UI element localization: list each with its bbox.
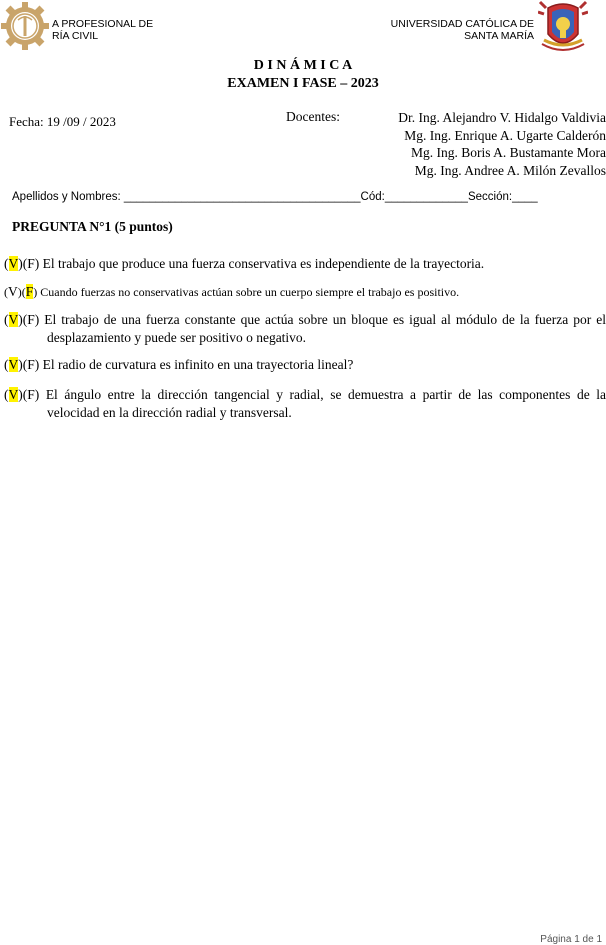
- question-item: (V)(F) Cuando fuerzas no conservativas actúan sobre un cuerpo siempre el trabajo es positivo.: [4, 284, 460, 299]
- question-item: (V)(F) El radio de curvatura es infinito en una trayectoria lineal?: [4, 357, 354, 372]
- docente-name: Mg. Ing. Andree A. Milón Zevallos: [414, 162, 606, 178]
- answer-v-highlighted[interactable]: V: [8, 387, 19, 402]
- answer-v-highlighted[interactable]: V: [8, 256, 19, 271]
- question-text: El trabajo de una fuerza constante que actúa sobre un bloque es igual al módulo de la fuerza por el desplazamiento y puede ser positivo o negativo.: [44, 312, 606, 345]
- question-text: El trabajo que produce una fuerza conservativa es independiente de la trayectoria.: [42, 256, 485, 271]
- answer-f[interactable]: F: [27, 312, 35, 327]
- exam-date: Fecha: 19 /09 / 2023: [9, 114, 116, 129]
- question-item: (V)(F) El trabajo que produce una fuerza conservativa es independiente de la trayectoria.: [4, 256, 485, 271]
- question-text: El radio de curvatura es infinito en una trayectoria lineal?: [42, 357, 354, 372]
- page-number: Página 1 de 1: [540, 934, 602, 945]
- cod-label: Cód:: [360, 191, 385, 203]
- seccion-field[interactable]: ____: [512, 191, 538, 203]
- answer-f[interactable]: F: [27, 387, 35, 402]
- answer-v-highlighted[interactable]: V: [8, 357, 19, 372]
- docente-name: Dr. Ing. Alejandro V. Hidalgo Valdivia: [398, 110, 606, 125]
- question-item: (V)(F) El ángulo entre la dirección tangencial y radial, se demuestra a partir de las componentes de la velocidad en la dirección radial y transversal.: [4, 387, 606, 420]
- faculty-logo: [0, 0, 50, 52]
- nombres-label: Apellidos y Nombres:: [12, 191, 121, 203]
- faculty-name: [52, 18, 153, 42]
- faculty-name-line1: A PROFESIONAL DE: [52, 18, 154, 30]
- question-text: El ángulo entre la dirección tangencial y radial, se demuestra a partir de las componentes de la velocidad en la dirección radial y transversal.: [45, 387, 606, 420]
- student-info-line: [12, 191, 538, 203]
- question-text: Cuando fuerzas no conservativas actúan sobre un cuerpo siempre el trabajo es positivo.: [40, 285, 460, 299]
- university-crest: [538, 0, 588, 54]
- question-heading: PREGUNTA N°1 (5 puntos): [12, 219, 173, 234]
- answer-f[interactable]: F: [27, 256, 35, 271]
- docentes-label: Docentes:: [286, 109, 340, 124]
- question-item: (V)(F) El trabajo de una fuerza constante que actúa sobre un bloque es igual al módulo de la fuerza por el desplazamiento y puede ser positivo o negativo.: [4, 312, 606, 345]
- answer-f[interactable]: F: [27, 357, 35, 372]
- university-name: [391, 18, 534, 42]
- docentes-list: [346, 109, 606, 179]
- university-name-line1: UNIVERSIDAD CATÓLICA DE: [390, 18, 534, 30]
- answer-v[interactable]: V: [8, 284, 18, 299]
- answer-v-highlighted[interactable]: V: [8, 312, 19, 327]
- nombres-field[interactable]: _____________________________________: [123, 191, 361, 203]
- docente-name: Mg. Ing. Boris A. Bustamante Mora: [411, 145, 606, 160]
- course-title: D I N Á M I C A: [253, 58, 353, 73]
- faculty-name-line2: RÍA CIVIL: [52, 30, 99, 42]
- answer-f-highlighted[interactable]: F: [25, 284, 34, 299]
- cod-field[interactable]: _____________: [384, 191, 468, 203]
- docente-name: Mg. Ing. Enrique A. Ugarte Calderón: [404, 127, 606, 143]
- exam-title: EXAMEN I FASE – 2023: [227, 76, 379, 91]
- university-name-line2: SANTA MARÍA: [464, 30, 534, 42]
- seccion-label: Sección:: [467, 191, 513, 203]
